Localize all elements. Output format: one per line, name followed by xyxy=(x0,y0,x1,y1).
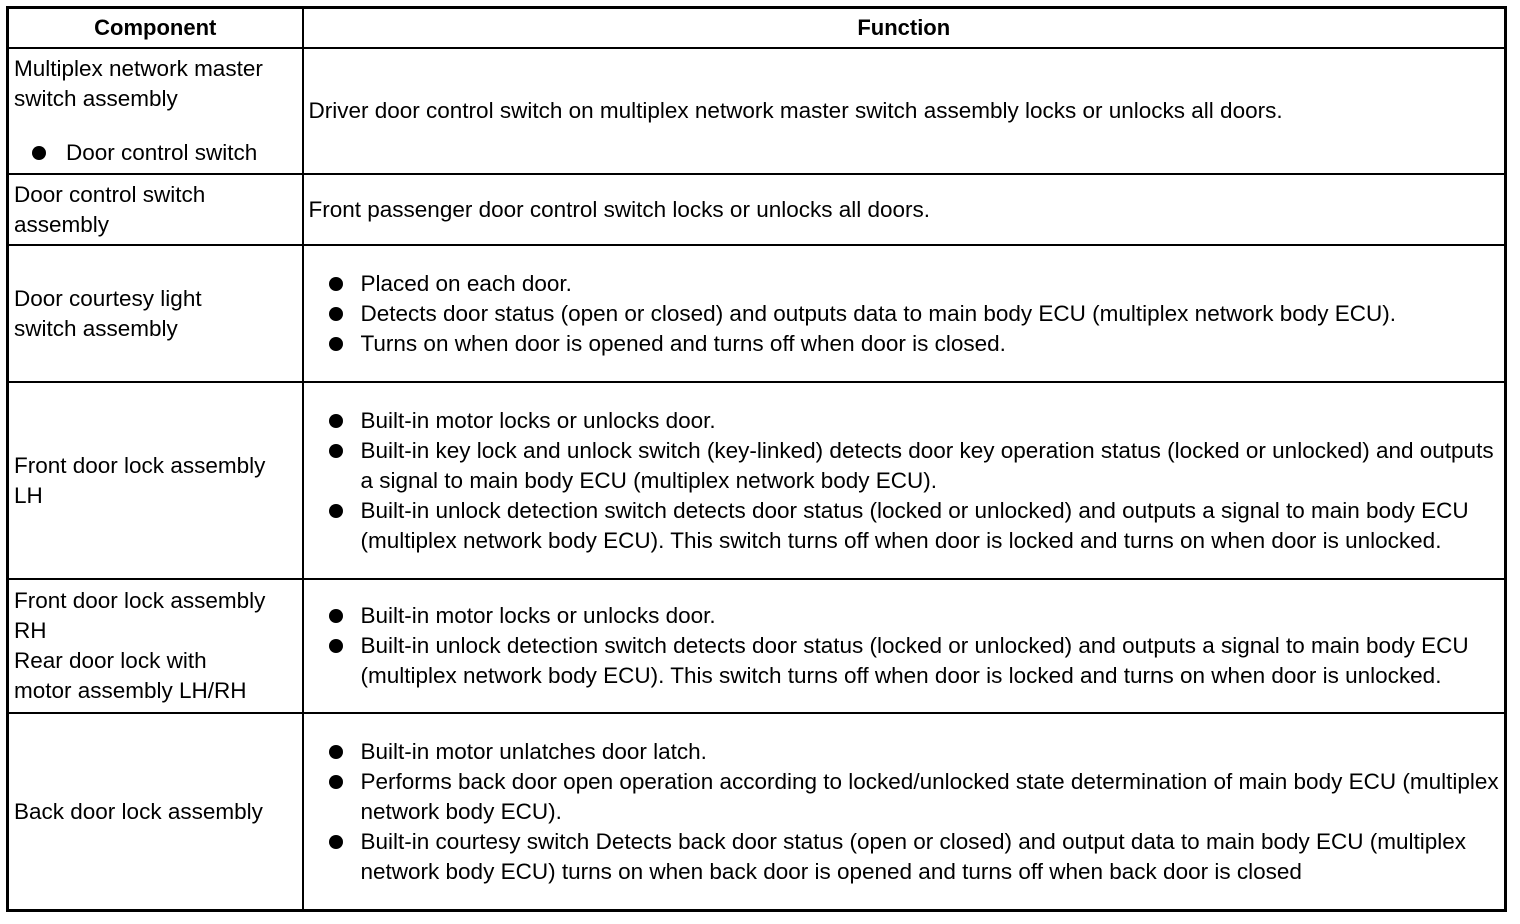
table-row xyxy=(8,382,1506,579)
function-bullet-text: Built-in motor locks or unlocks door. xyxy=(360,407,716,433)
function-bullet-text: Built-in unlock detection switch detects door status (locked or unlocked) and outputs a signal to main body ECU (multiplex network body ECU). This switch turns off when door is locked and turns on when door is unlocked. xyxy=(360,497,1469,553)
component-text: Front door lock assembly xyxy=(14,588,266,613)
component-column-header: Component xyxy=(8,8,303,49)
component-text: motor assembly LH/RH xyxy=(14,678,247,703)
function-bullet-text: Built-in courtesy switch Detects back door status (open or closed) and output data to main body ECU (multiplex network body ECU) turns on when back door is opened and turns off when back door is closed xyxy=(360,828,1467,884)
component-text: switch assembly xyxy=(14,315,178,341)
function-cell xyxy=(303,579,1506,713)
function-cell xyxy=(303,174,1506,245)
function-bullet-text: Performs back door open operation according to locked/unlocked state determination of main body ECU (multiplex network body ECU). xyxy=(360,768,1499,824)
function-bullet xyxy=(309,329,1500,359)
component-text: Front door lock assembly xyxy=(14,452,266,478)
table-header-row xyxy=(8,8,1506,49)
bullet-icon xyxy=(32,146,46,160)
bullet-icon xyxy=(329,639,343,653)
function-bullet-text: Detects door status (open or closed) and outputs data to main body ECU (multiplex network body ECU). xyxy=(360,300,1397,326)
component-text: RH xyxy=(14,618,47,643)
function-bullet-text: Built-in motor locks or unlocks door. xyxy=(360,603,716,628)
function-bullet-text: Built-in key lock and unlock switch (key-linked) detects door key operation status (locked or unlocked) and outputs a signal to main body ECU (multiplex network body ECU). xyxy=(360,437,1494,493)
function-cell xyxy=(303,382,1506,579)
component-text: switch assembly xyxy=(14,86,178,111)
function-bullet-text: Turns on when door is opened and turns off when door is closed. xyxy=(360,330,1006,356)
function-text: Driver door control switch on multiplex network master switch assembly locks or unlocks all doors. xyxy=(308,98,1283,123)
function-bullet xyxy=(309,269,1500,299)
bullet-icon xyxy=(329,337,343,351)
function-bullet xyxy=(309,496,1500,556)
component-text: assembly xyxy=(14,211,110,237)
component-cell xyxy=(8,382,303,579)
component-text: Door control switch xyxy=(14,181,206,207)
component-cell xyxy=(8,48,303,174)
component-cell xyxy=(8,245,303,382)
function-bullet xyxy=(309,299,1500,329)
function-bullet xyxy=(309,827,1500,887)
table-row xyxy=(8,245,1506,382)
bullet-icon xyxy=(329,775,343,789)
function-bullet xyxy=(309,601,1500,631)
function-cell xyxy=(303,713,1506,911)
bullet-icon xyxy=(329,414,343,428)
component-cell xyxy=(8,579,303,713)
component-cell xyxy=(8,713,303,911)
bullet-icon xyxy=(329,307,343,321)
component-text: LH xyxy=(14,482,43,508)
function-cell xyxy=(303,245,1506,382)
function-column-header: Function xyxy=(303,8,1506,49)
table-row xyxy=(8,713,1506,911)
bullet-icon xyxy=(329,745,343,759)
function-cell xyxy=(303,48,1506,174)
function-bullet-text: Placed on each door. xyxy=(360,270,572,296)
function-bullet xyxy=(309,631,1500,691)
component-sub-item: Door control switch xyxy=(66,140,258,165)
table-row xyxy=(8,579,1506,713)
function-bullet xyxy=(309,737,1500,767)
bullet-icon xyxy=(329,835,343,849)
component-function-table xyxy=(6,6,1507,912)
component-text: Rear door lock with xyxy=(14,648,207,673)
component-text: Multiplex network master xyxy=(14,56,263,81)
table-row xyxy=(8,174,1506,245)
function-text: Front passenger door control switch locks or unlocks all doors. xyxy=(308,196,931,222)
bullet-icon xyxy=(329,504,343,518)
component-text: Door courtesy light xyxy=(14,285,202,311)
component-cell xyxy=(8,174,303,245)
bullet-icon xyxy=(329,609,343,623)
function-bullet xyxy=(309,767,1500,827)
function-bullet xyxy=(309,436,1500,496)
function-bullet xyxy=(309,406,1500,436)
function-bullet-text: Built-in motor unlatches door latch. xyxy=(360,738,707,764)
function-bullet-text: Built-in unlock detection switch detects door status (locked or unlocked) and outputs a signal to main body ECU (multiplex network body ECU). This switch turns off when door is locked and turns on when door is unlocked. xyxy=(360,633,1469,688)
bullet-icon xyxy=(329,277,343,291)
table-row xyxy=(8,48,1506,174)
component-text: Back door lock assembly xyxy=(14,798,263,824)
bullet-icon xyxy=(329,444,343,458)
